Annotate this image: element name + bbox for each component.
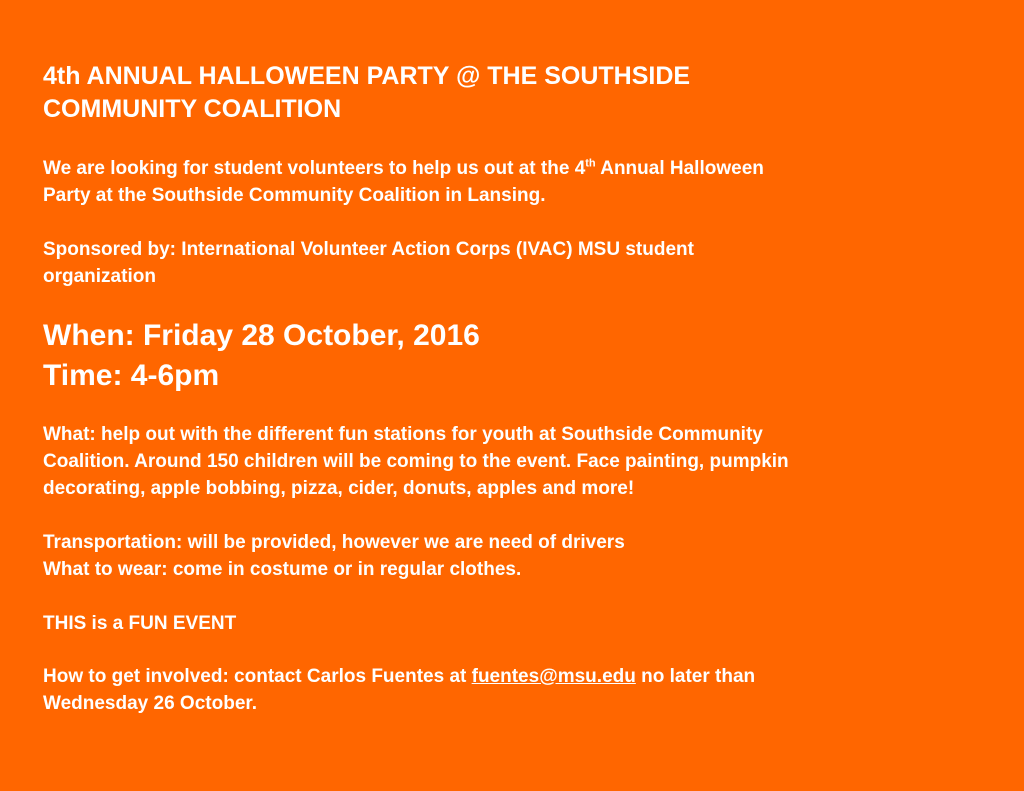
sponsor-line-1: Sponsored by: International Volunteer Action Corps (IVAC) MSU student xyxy=(43,239,694,260)
event-time: Time: 4-6pm xyxy=(43,359,220,392)
what-line-1: What: help out with the different fun stations for youth at Southside Community xyxy=(43,424,763,445)
event-when: When: Friday 28 October, 2016 xyxy=(43,319,480,352)
intro-ordinal-suffix: th xyxy=(585,157,596,170)
event-title-line-1: 4th ANNUAL HALLOWEEN PARTY @ THE SOUTHSIDE xyxy=(43,62,691,90)
involvement-deadline: Wednesday 26 October. xyxy=(43,693,258,714)
intro-paragraph xyxy=(43,155,1003,209)
event-title-line-2: COMMUNITY COALITION xyxy=(43,95,342,123)
sponsor-paragraph xyxy=(43,236,1003,290)
fun-event-line: THIS is a FUN EVENT xyxy=(43,613,237,634)
contact-email-link[interactable]: fuentes@msu.edu xyxy=(471,666,636,687)
transportation-line: Transportation: will be provided, however we are need of drivers xyxy=(43,532,625,553)
logistics-paragraph xyxy=(43,529,1003,583)
involvement-suffix: no later than xyxy=(635,666,756,687)
intro-text-part-1: We are looking for student volunteers to help us out at the 4 xyxy=(43,158,586,179)
what-line-2: Coalition. Around 150 children will be coming to the event. Face painting, pumpkin xyxy=(43,451,789,472)
involvement-prefix: How to get involved: contact Carlos Fuentes at xyxy=(43,666,472,687)
intro-text-line-2: Party at the Southside Community Coalition in Lansing. xyxy=(43,185,546,206)
involvement-paragraph xyxy=(43,663,1003,717)
what-to-wear-line: What to wear: come in costume or in regular clothes. xyxy=(43,559,522,580)
what-paragraph xyxy=(43,421,1003,502)
what-line-3: decorating, apple bobbing, pizza, cider, donuts, apples and more! xyxy=(43,478,635,499)
sponsor-line-2: organization xyxy=(43,266,156,287)
event-title xyxy=(43,60,943,126)
intro-text-part-2: Annual Halloween xyxy=(595,158,764,179)
